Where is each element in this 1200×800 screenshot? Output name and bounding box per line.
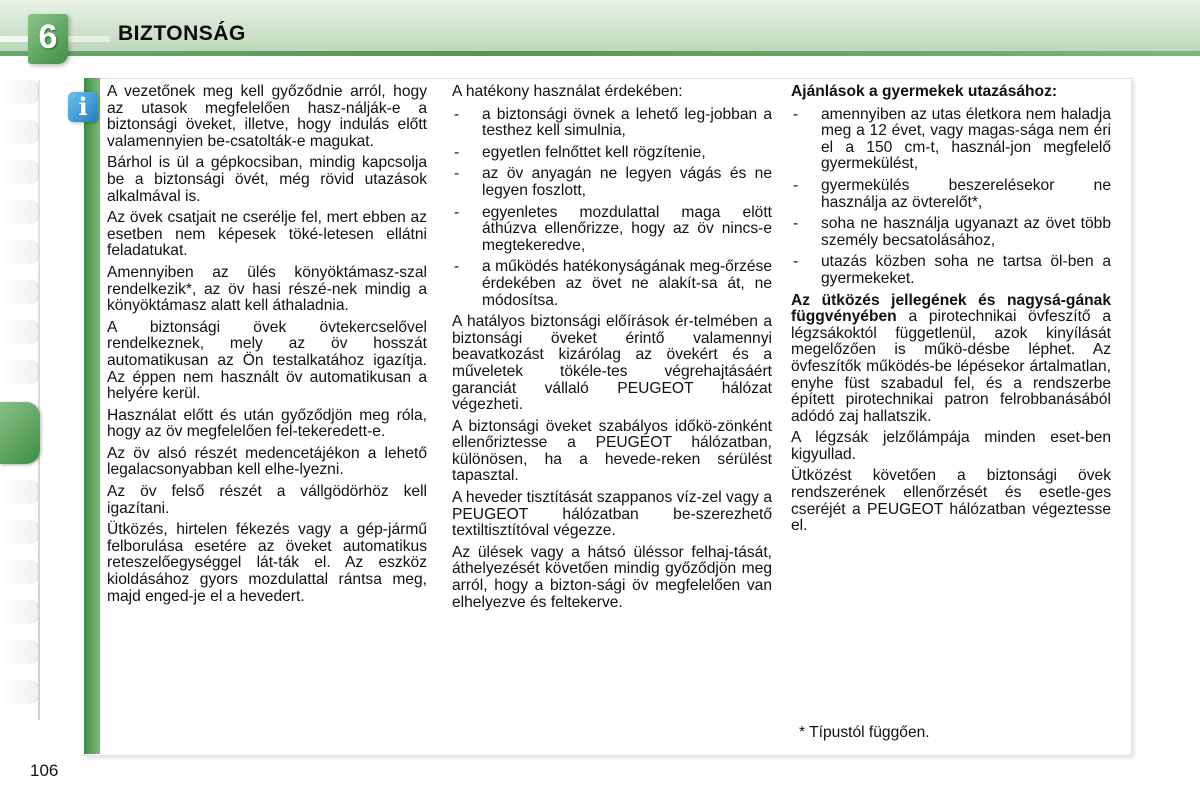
page-number: 106 xyxy=(30,761,59,780)
paragraph: Ütközést követően a biztonsági övek rendszerének ellenőrzését és esetle-ges cseréjét a PEUGEOT hálózatban végeztesse el. xyxy=(791,467,1111,535)
airbag-paragraph xyxy=(791,293,1111,426)
text-column-1 xyxy=(107,84,427,610)
paragraph: Az öv alsó részét medencetájékon a lehető legalacsonyabban kell elhe-lyezni. xyxy=(107,444,427,479)
side-tab[interactable] xyxy=(0,160,39,184)
paragraph: A vezetőnek meg kell győződnie arról, hogy az utasok megfelelően hasz-nálják-e a biztonsági öveket, illetve, hogy indulás előtt valamennyien be-csatolták-e magukat. xyxy=(107,83,427,150)
paragraph: Amennyiben az ülés könyöktámasz-szal rendelkezik*, az öv hasi részé-nek mindig a könyöktámasz alatt kell áthaladnia. xyxy=(107,263,427,315)
paragraph: A biztonsági övek övtekercselővel rendelkeznek, mely az öv hosszát automatikusan az Ön testalkatához igazítja. Az éppen nem használt öv automatikusan a helyére kerül. xyxy=(107,318,427,403)
paragraph: Az ülések vagy a hátsó üléssor felhaj-tását, áthelyezését követően mindig győződjön meg arról, hogy a bizton-sági öv megfelelően van elhelyezve és feltekerve. xyxy=(452,543,772,611)
child-safety-list xyxy=(791,107,1111,288)
side-tab-active[interactable] xyxy=(0,402,40,464)
side-tab[interactable] xyxy=(0,80,39,104)
info-icon: i xyxy=(68,92,98,122)
page-title: BIZTONSÁG xyxy=(118,22,246,45)
panel-green-border xyxy=(84,78,100,754)
text-column-3 xyxy=(791,84,1111,540)
paragraph: Az öv felső részét a vállgödörhöz kell igazítani. xyxy=(107,483,427,517)
list-item: - utazás közben soha ne tartsa öl-ben a gyermekeket. xyxy=(791,254,1111,287)
footnote: * Típustól függően. xyxy=(799,724,930,741)
side-tab[interactable] xyxy=(0,200,39,224)
list-item: - amennyiben az utas életkora nem haladja meg a 12 évet, vagy magas-sága nem éri el a 150 cm-t, használ-jon megfelelő gyermekülést, xyxy=(791,107,1111,173)
bold-lead: Az ütközés jellegének és nagysá-gának függvényében xyxy=(791,291,1111,326)
side-tab[interactable] xyxy=(0,640,39,664)
side-tab[interactable] xyxy=(0,120,39,144)
header-edge xyxy=(0,51,1200,56)
side-tab[interactable] xyxy=(0,360,39,384)
list-item: - a biztonsági övnek a lehető leg-jobban a testhez kell simulnia, xyxy=(452,107,772,140)
chapter-number: 6 xyxy=(38,18,58,56)
side-tab[interactable] xyxy=(0,240,39,264)
list-item: - soha ne használja ugyanazt az övet több személy becsatolásához, xyxy=(791,216,1111,249)
paragraph: A légzsák jelzőlámpája minden eset-ben kigyullad. xyxy=(791,429,1111,463)
paragraph: Használat előtt és után győződjön meg róla, hogy az öv megfelelően fel-tekeredett-e. xyxy=(107,406,427,441)
paragraph: A heveder tisztítását szappanos víz-zel vagy a PEUGEOT hálózatban be-szerezhető textiltisztítóval végezze. xyxy=(452,489,772,540)
list-item: - a működés hatékonyságának meg-őrzése érdekében az övet ne alakít-sa át, ne módosítsa. xyxy=(452,259,772,309)
side-tab[interactable] xyxy=(0,520,39,544)
list-item: - egyetlen felnőttet kell rögzítenie, xyxy=(452,145,772,162)
side-tab[interactable] xyxy=(0,600,39,624)
list-intro: A hatékony használat érdekében: xyxy=(452,83,683,100)
side-tab[interactable] xyxy=(0,480,39,504)
section-heading: Ajánlások a gyermekek utazásához: xyxy=(791,83,1058,100)
side-tab[interactable] xyxy=(0,280,39,304)
text-column-2 xyxy=(452,84,772,616)
paragraph: A biztonsági öveket szabályos időkö-zönként ellenőriztesse a PEUGEOT hálózatban, különösen, ha a hevede-reken sérülést tapasztal. xyxy=(452,417,772,485)
paragraph: Az övek csatjait ne cserélje fel, mert ebben az esetben nem képesek töké-letesen ellátni feladatukat. xyxy=(107,209,427,260)
chapter-tab xyxy=(28,14,68,64)
paragraph-rest: a pirotechnikai övfeszítő a légzsákoktól függetlenül, azok kinyílását megelőzően is műkö-désbe léphet. Az övfeszítők működés-be lépésekor ártalmatlan, enyhe füst szabadul fel, és a rendszerbe épített pirotechnikai patron felrobbanásából adódó zaj hallatszik. xyxy=(791,308,1111,425)
list-item: - az öv anyagán ne legyen vágás és ne legyen foszlott, xyxy=(452,166,772,199)
side-tab[interactable] xyxy=(0,680,39,704)
paragraph: Ütközés, hirtelen fékezés vagy a gép-jármű felborulása esetére az öveket automatikus reteszelőegységgel lát-ták el. Az eszköz kioldásához gyors mozdulattal rántsa meg, majd enged-je el a hevedert. xyxy=(107,521,427,605)
side-tab[interactable] xyxy=(0,560,39,584)
chapter-side-tabs xyxy=(0,80,40,720)
list-item: - gyermekülés beszerelésekor ne használja az övterelőt*, xyxy=(791,178,1111,211)
paragraph: Bárhol is ül a gépkocsiban, mindig kapcsolja be a biztonsági övét, még rövid utazások alkalmával is. xyxy=(107,154,427,205)
usage-list xyxy=(452,107,772,310)
paragraph: A hatályos biztonsági előírások ér-telmében a biztonsági öveket érintő valamennyi beavatkozást kizárólag az övekért és a műveletek tökéle-tes végrehajtásáért garanciát vállaló PEUGEOT hálózat végezheti. xyxy=(452,313,772,414)
side-tab[interactable] xyxy=(0,320,39,344)
list-item: - egyenletes mozdulattal maga elött áthúzva ellenőrizze, hogy az öv nincs-e megtekeredve, xyxy=(452,205,772,255)
